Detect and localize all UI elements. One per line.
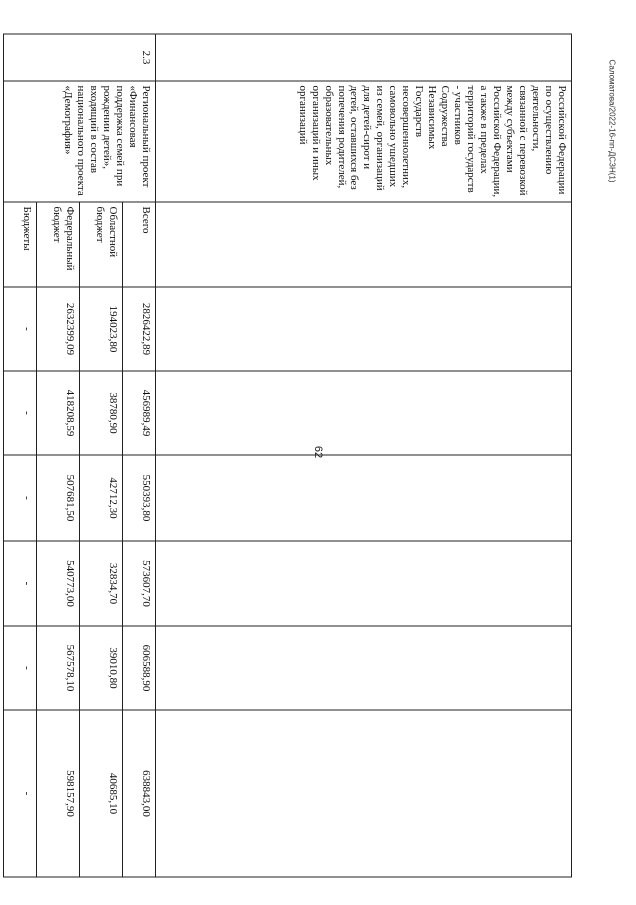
funding-source-cell: Федеральный бюджет [37,202,80,287]
value-cell: - [4,626,37,710]
empty-cell [156,541,572,626]
funding-source-cell: Областной бюджет [80,202,123,287]
value-cell: 598157,90 [37,710,80,877]
value-cell: 42712,30 [80,455,123,541]
value-cell: 456989,49 [123,371,156,455]
value-cell: - [4,541,37,626]
value-cell: 194023,80 [80,287,123,371]
value-cell: 2826422,89 [123,287,156,371]
row-number-cell [156,34,572,81]
project-name-cell: Региональный проект «Финансовая поддержка семей при рождении детей», входящий в состав национального проекта «Демография» [4,81,156,202]
value-cell: - [4,710,37,877]
value-cell: 567578,10 [37,626,80,710]
empty-cell [156,710,572,877]
value-cell: 507681,50 [37,455,80,541]
value-cell: 39010,80 [80,626,123,710]
table-row-continued [156,34,572,877]
empty-cell [156,202,572,287]
value-cell: 418208,59 [37,371,80,455]
value-cell: 540773,00 [37,541,80,626]
empty-cell [156,626,572,710]
value-cell: 638843,00 [123,710,156,877]
value-cell: 32834,70 [80,541,123,626]
page-number: 62 [312,445,324,459]
row-number-cell: 2.3 [4,34,156,81]
value-cell: - [4,455,37,541]
budget-table [3,34,572,878]
funding-source-cell: Всего [123,202,156,287]
value-cell: - [4,371,37,455]
value-cell: 2632399,09 [37,287,80,371]
budget-table-container [21,34,572,877]
table-row [123,34,156,877]
measure-name-cell: Российской Федерации по осуществлению деятельности, связанной с перевозкой между субъектами Российской Федерации, а также в пределах территорий государств - участников Содружества Независимых Государств несовершеннолетних, самовольно ушедших из семей, организаций для детей-сирот и детей, оставшихся без попечения родителей, образовательных организаций и иных организаций [156,81,572,202]
value-cell: - [4,287,37,371]
value-cell: 606588,90 [123,626,156,710]
value-cell: 40685,10 [80,710,123,877]
value-cell: 573607,70 [123,541,156,626]
funding-source-cell: Бюджеты [4,202,37,287]
empty-cell [156,371,572,455]
empty-cell [156,455,572,541]
value-cell: 38780,90 [80,371,123,455]
document-code: Саломатова/2022-16-пп-ДСЗН(1) [607,59,617,183]
empty-cell [156,287,572,371]
value-cell: 550393,80 [123,455,156,541]
